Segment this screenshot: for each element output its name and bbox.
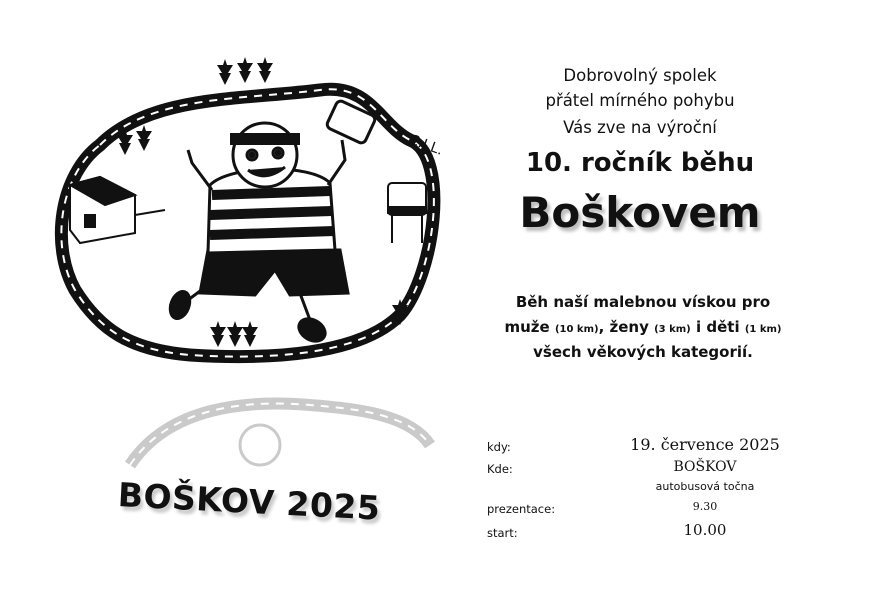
category-men: muže xyxy=(504,318,550,336)
distance-men: (10 km) xyxy=(554,324,599,335)
runner-figure xyxy=(167,100,377,346)
description-line-2: muže (10 km), ženy (3 km) i děti (1 km) xyxy=(504,318,782,336)
description-line-1: Běh naší malebnou vískou pro xyxy=(515,293,771,311)
distance-women: (3 km) xyxy=(654,324,691,335)
start-label: start: xyxy=(487,526,518,540)
invite-line-1: Dobrovolný spolek xyxy=(563,66,717,85)
invite-line-2: přátel mírného pohybu xyxy=(545,91,735,110)
category-women: ženy xyxy=(609,318,649,336)
invite-line-3: Vás zve na výroční xyxy=(563,118,717,137)
description-line-3: všech věkových kategorií. xyxy=(533,343,753,361)
brand-title: BOŠKOV 2025 xyxy=(116,475,382,528)
where-label: Kde: xyxy=(487,462,513,476)
runner-illustration xyxy=(40,55,460,385)
start-value: 10.00 xyxy=(683,521,727,539)
track-reflection xyxy=(110,395,440,475)
registration-label: prezentace: xyxy=(487,502,556,516)
edition-title: 10. ročník běhu xyxy=(525,148,755,178)
when-label: kdy: xyxy=(487,440,511,454)
registration-value: 9.30 xyxy=(692,500,718,513)
place-title: Boškovem xyxy=(519,188,761,237)
when-value: 19. července 2025 xyxy=(630,435,780,454)
where-value: BOŠKOV xyxy=(673,459,737,475)
category-children: děti xyxy=(706,318,740,336)
conjunction: i xyxy=(695,318,702,336)
house-icon xyxy=(70,177,165,243)
cart-icon xyxy=(388,183,426,243)
sign-text: C.I.L. xyxy=(406,131,446,159)
distance-children: (1 km) xyxy=(744,324,782,335)
where-sub: autobusová točna xyxy=(655,480,755,493)
